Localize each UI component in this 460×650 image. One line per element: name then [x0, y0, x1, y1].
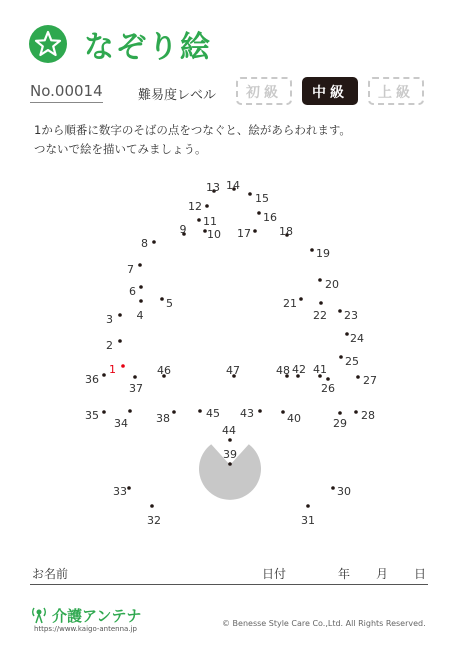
dot-label-18: 18	[279, 225, 293, 238]
dot-label-4: 4	[136, 309, 144, 322]
dot-39	[228, 462, 232, 466]
dot-33	[127, 486, 131, 490]
dot-label-33: 33	[113, 485, 127, 498]
copyright-text: © Benesse Style Care Co.,Ltd. All Rights Reserved.	[222, 619, 426, 628]
day-label: 日	[414, 567, 427, 581]
dot-label-39: 39	[223, 448, 237, 461]
dot-31	[306, 504, 310, 508]
dot-label-45: 45	[206, 407, 220, 420]
dot-label-11: 11	[203, 215, 217, 228]
dot-6	[139, 285, 143, 289]
dot-17	[253, 229, 257, 233]
dot-label-3: 3	[106, 313, 113, 326]
dot-30	[331, 486, 335, 490]
dot-label-30: 30	[337, 485, 351, 498]
dot-label-10: 10	[207, 228, 221, 241]
name-label: お名前	[32, 567, 69, 581]
dot-8	[152, 240, 156, 244]
dot-38	[172, 410, 176, 414]
dot-27	[356, 375, 360, 379]
dot-5	[160, 297, 164, 301]
dot-label-27: 27	[363, 374, 377, 387]
month-label: 月	[376, 567, 389, 581]
year-label: 年	[338, 567, 351, 581]
dot-label-46: 46	[157, 364, 171, 377]
dot-label-42: 42	[292, 363, 306, 376]
dot-label-38: 38	[156, 412, 170, 425]
dot-label-7: 7	[127, 263, 134, 276]
instruction-line-2: つないで絵を描いてみましょう。	[34, 142, 207, 156]
dot-4	[139, 299, 143, 303]
dot-19	[310, 248, 314, 252]
dot-21	[299, 297, 303, 301]
dot-2	[118, 339, 122, 343]
dot-label-19: 19	[316, 247, 330, 260]
level-intermediate-badge: 中級	[302, 77, 358, 105]
dot-label-17: 17	[237, 227, 251, 240]
dot-36	[102, 373, 106, 377]
dot-45	[198, 409, 202, 413]
dot-label-6: 6	[129, 285, 136, 298]
dot-40	[281, 410, 285, 414]
dot-1	[121, 364, 125, 368]
dot-label-20: 20	[325, 278, 339, 291]
dot-label-25: 25	[345, 355, 359, 368]
dot-23	[338, 309, 342, 313]
dot-label-21: 21	[283, 297, 297, 310]
dot-label-32: 32	[147, 514, 161, 527]
worksheet-number: No.00014	[30, 82, 103, 103]
dot-label-35: 35	[85, 409, 99, 422]
dot-label-26: 26	[321, 382, 335, 395]
instruction-line-1: 1から順番に数字のそばの点をつなぐと、絵があらわれます。	[34, 123, 351, 137]
dot-label-1: 1	[109, 363, 116, 376]
level-advanced-badge: 上級	[368, 77, 424, 105]
dot-7	[138, 263, 142, 267]
dot-label-37: 37	[129, 382, 143, 395]
dot-26	[326, 377, 330, 381]
dot-15	[248, 192, 252, 196]
dot-label-15: 15	[255, 192, 269, 205]
footer-divider	[30, 584, 428, 585]
dot-label-40: 40	[287, 412, 301, 425]
dot-label-34: 34	[114, 417, 128, 430]
dot-20	[318, 278, 322, 282]
dot-37	[133, 375, 137, 379]
dot-label-48: 48	[276, 364, 290, 377]
dot-label-13: 13	[206, 181, 220, 194]
dot-label-8: 8	[141, 237, 148, 250]
dot-11	[197, 218, 201, 222]
difficulty-label: 難易度レベル	[138, 88, 217, 103]
dot-label-43: 43	[240, 407, 254, 420]
dot-16	[257, 211, 261, 215]
dot-label-41: 41	[313, 363, 327, 376]
dot-label-24: 24	[350, 332, 364, 345]
dot-label-44: 44	[222, 424, 236, 437]
dot-25	[339, 355, 343, 359]
dot-label-22: 22	[313, 309, 327, 322]
dot-label-9: 9	[179, 223, 187, 236]
dot-35	[102, 410, 106, 414]
dot-label-29: 29	[333, 417, 347, 430]
dot-12	[205, 204, 209, 208]
dot-label-47: 47	[226, 364, 240, 377]
dot-label-36: 36	[85, 373, 99, 386]
dot-32	[150, 504, 154, 508]
dot-43	[258, 409, 262, 413]
dot-label-12: 12	[188, 200, 202, 213]
date-label: 日付	[262, 567, 287, 581]
level-beginner-badge: 初級	[236, 77, 292, 105]
dot-label-16: 16	[263, 211, 277, 224]
dot-3	[118, 313, 122, 317]
dot-24	[345, 332, 349, 336]
dot-label-5: 5	[166, 297, 173, 310]
dot-label-14: 14	[226, 179, 240, 192]
brand-name: 介護アンテナ	[52, 607, 142, 625]
dot-44	[228, 438, 232, 442]
dot-28	[354, 410, 358, 414]
dot-34	[128, 409, 132, 413]
dot-22	[319, 301, 323, 305]
dot-label-2: 2	[106, 339, 113, 352]
brand-url[interactable]: https://www.kaigo-antenna.jp	[34, 625, 137, 633]
dot-label-28: 28	[361, 409, 375, 422]
dot-label-31: 31	[301, 514, 315, 527]
dot-label-23: 23	[344, 309, 358, 322]
dot-29	[338, 411, 342, 415]
page-title: なぞり絵	[84, 30, 212, 65]
